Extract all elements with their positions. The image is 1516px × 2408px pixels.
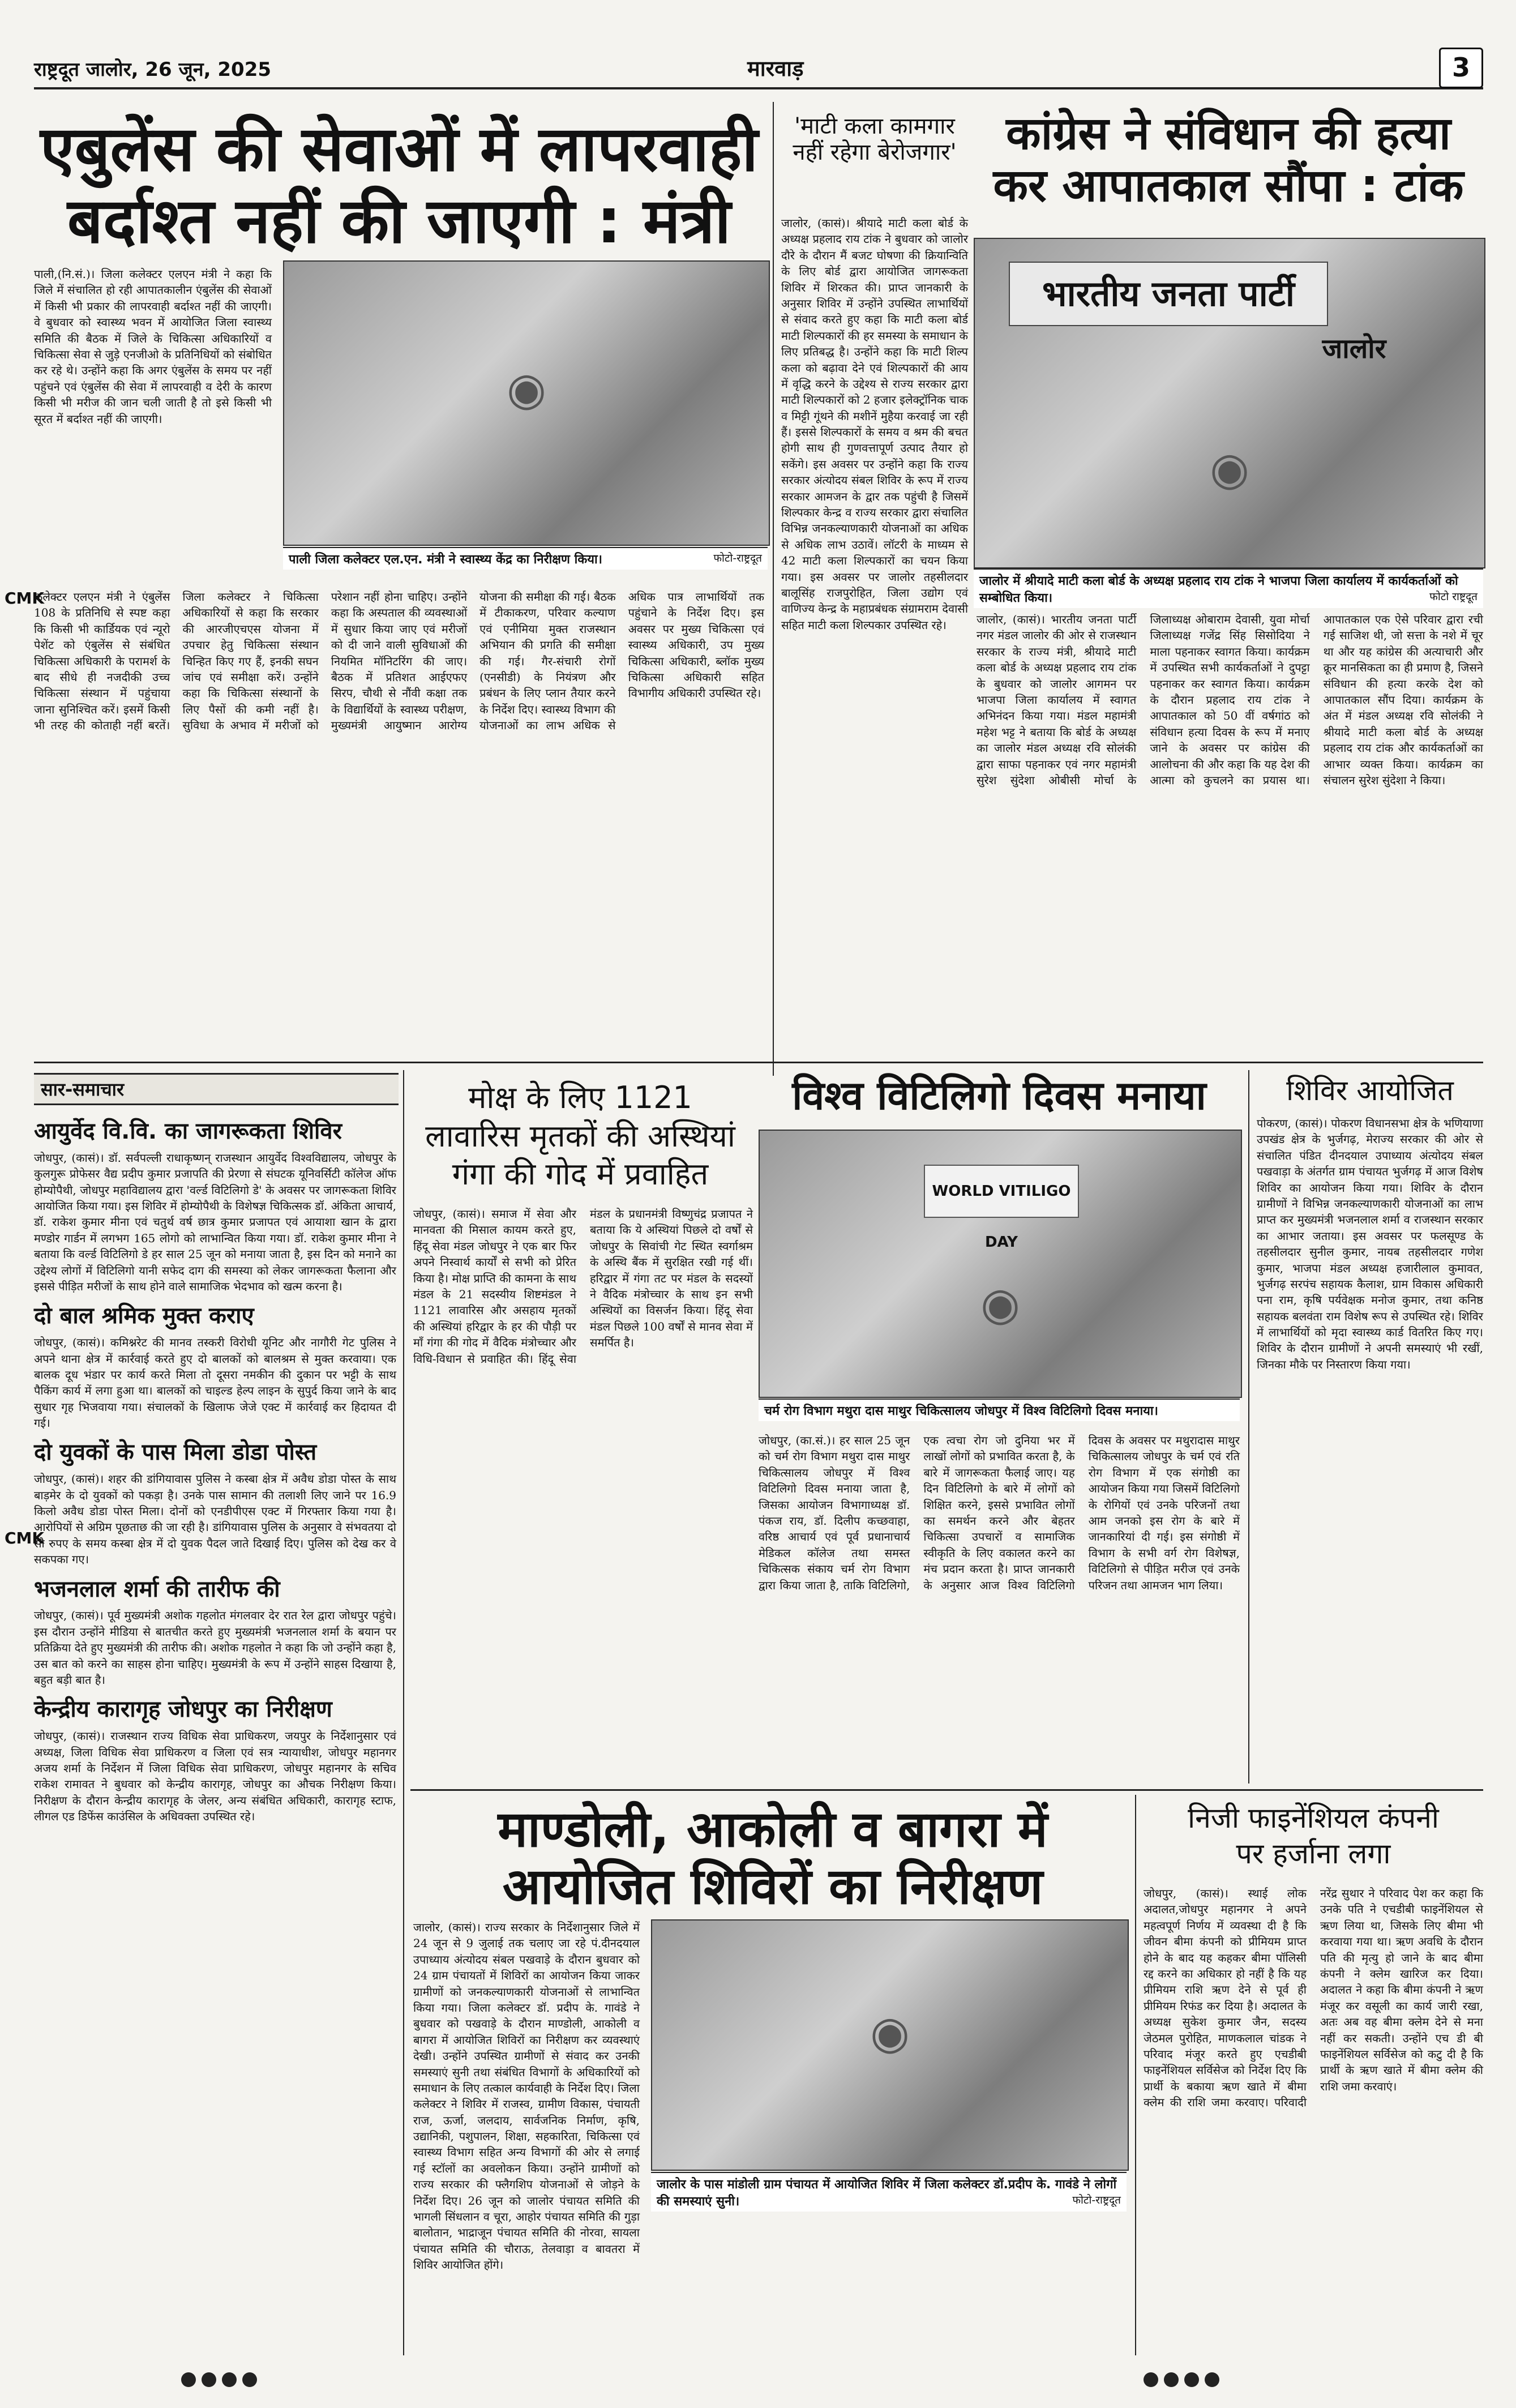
masthead-section: मारवाड़ bbox=[747, 56, 804, 81]
art7-credit: फोटो-राष्ट्रदूत bbox=[1072, 2194, 1121, 2206]
brief-body: जोधपुर, (कासं)। कमिश्नरेट की मानव तस्करी विरोधी यूनिट और नागौरी गेट पुलिस ने अपने थाना क्षेत्र में कार्रवाई करते हुए दो बालकों को बालश्रम से मुक्त करवाया। एक बालक दूध भंडार पर कार्य करते मिला तो दूसरा नमकीन की दुकान पर भट्टी के साथ पैकिंग कार्य में लगा हुआ था। बालकों को चाइल्ड हेल्प लाइन के सुपुर्द किया जाने के बाद सुधार गृह भिजवाया गया। संचालकों के खिलाफ जेजे एक्ट में कार्रवाई कर हिदायत दी गई। bbox=[34, 1336, 396, 1430]
brief-title: केन्द्रीय कारागृह जोधपुर का निरीक्षण bbox=[34, 1696, 332, 1723]
art1-lead: पाली,(नि.सं.)। जिला कलेक्टर एलएन मंत्री ने कहा कि जिले में संचालित हो रही आपातकालीन एंबुलेंस की सेवाओं में किसी भी प्रकार की लापरवाही बर्दाश्त नहीं की जाएगी। वे बुधवार को स्वास्थ्य भवन में आयोजित जिला स्वास्थ्य समिति की बैठक में जिले के चिकित्सा अधिकारियों व चिकित्सा सेवा से जुड़े एनजीओ के प्रतिनिधियों को संबोधित कर रहे थे। उन्होंने कहा कि अगर एंबुलेंस के समय पर नहीं पहुंचने एवं एंबुलेंस की सेवा में लापरवाही व देरी के कारण किसी भी मरीज की जान चली जाती है तो इसे किसी भी सूरत में बर्दाश्त नहीं की जाएगी। bbox=[34, 267, 272, 426]
art7-headline-line-1: माण्डोली, आकोली व बागरा में bbox=[498, 1800, 1048, 1858]
brief-title: भजनलाल शर्मा की तारीफ की bbox=[34, 1576, 280, 1602]
art2-body: जालोर, (कासं)। श्रीयादे माटी कला बोर्ड के अध्यक्ष प्रहलाद राय टांक ने बुधवार को जालोर दौरे के दौरान मैं बजट घोषणा की क्रियान्विति के लिए बोर्ड द्वारा आयोजित जागरूकता शिविर में शिरकत की। प्राप्त जानकारी के अनुसार शिविर में उन्होंने उपस्थित लाभार्थियों से संवाद करते हुए कहा कि माटी कला बोर्ड माटी शिल्पकारों की हर समस्या के समाधान के लिए प्रतिबद्ध है। उन्होंने कहा कि माटी शिल्प कला को बढ़ावा देने एवं शिल्पकारों की आय में वृद्धि करने के उद्देश्य से राज्य सरकार द्वारा माटी शिल्पकारों को 2 हजार इलेक्ट्रॉनिक चाक व मिट्टी गूंथने की मशीनें मुहैया करवाई जा रही हैं। इससे शिल्पकारों के समय व श्रम की बचत होगी साथ ही गुणवत्तापूर्ण उत्पाद तैयार हो सकेंगे। इस अवसर पर उन्होंने कहा कि राज्य सरकार अंत्योदय संबल शिविर के रूप में राज्य सरकार आमजन के द्वार तक पहुंची है जिसमें शिल्पकार केन्द्र व राज्य सरकार द्वारा संचालित विभिन्न जनकल्याणकारी योजनाओं का अधिक से अधिक लाभ उठावें। लॉटरी के माध्यम से 42 माटी कला शिल्पकारों का चयन किया गया। इस अवसर पर जालोर तहसीलदार बालूसिंह राजपुरोहित, जिला उद्योग एवं वाणिज्य केन्द्र के महाप्रबंधक संग्रामराम देवासी सहित माटी कला शिल्पकार उपस्थित रहे। bbox=[781, 216, 968, 632]
brief-body: जोधपुर, (कासं)। शहर की डांगियावास पुलिस ने कस्बा क्षेत्र में अवैध डोडा पोस्त के साथ बाड़मेर के दो युवकों को पकड़ा है। उनके पास सामान की तलाशी लिए जाने पर 16.9 किलो अवैध डोडा पोस्त मिला। दोनों को एनडीपीएस एक्ट में गिरफ्तार किया गया है। आरोपियों से अग्रिम पूछताछ की जा रही है। डांगियावास पुलिस के अनुसार वे संभवतया दो सौ रुपए के समय कस्बा क्षेत्र में दो युवक पैदल जाते दिखाई दिए। पुलिस को देख कर वे सकपका गए। bbox=[34, 1472, 396, 1567]
art5-caption: चर्म रोग विभाग मथुरा दास माथुर चिकित्सालय जोधपुर में विश्व विटिलिगो दिवस मनाया। bbox=[759, 1398, 1240, 1421]
brief-body: जोधपुर, (कासं)। पूर्व मुख्यमंत्री अशोक गहलोत मंगलवार देर रात रेल द्वारा जोधपुर पहुंचे। इस दौरान उन्होंने मीडिया से बातचीत करते हुए मुख्यमंत्री भजनलाल शर्मा के बयान पर प्रतिक्रिया देते हुए मुख्यमंत्री की तारीफ की। अशोक गहलोत ने कहा कि जो उन्होंने कहा है, उस बात को करने का साहस होना चाहिए। मुख्यमंत्री के रूप में उन्होंने साहस दिखाया है, बहुत बड़ी बात है। bbox=[34, 1609, 396, 1687]
registration-mark: CMK bbox=[5, 589, 45, 608]
art3-banner: भारतीय जनता पार्टी bbox=[1009, 262, 1328, 326]
sar-band: सार-समाचार bbox=[34, 1073, 399, 1105]
art5-body: जोधपुर, (का.सं.)। हर साल 25 जून को चर्म रोग विभाग मथुरा दास माथुर चिकित्सालय जोधपुर में विश्व विटिलिगो दिवस मनाया जाता है, जिसका आयोजन विभागाध्यक्ष डॉ. पंकज राय, डॉ. दिलीप कच्छवाहा, वरिष्ठ आचार्य एवं पूर्व प्रधानाचार्य मेडिकल कॉलेज तथा समस्त चिकित्सक संकाय चर्म रोग विभाग द्वारा किया जाता है, ताकि विटिलिगो, एक त्वचा रोग जो दुनिया भर में लाखों लोगों को प्रभावित करता है, के बारे में जागरूकता फैलाई जाए। यह दिन विटिलिगो के बारे में लोगों को शिक्षित करने, इससे प्रभावित लोगों का समर्थन करने और बेहतर चिकित्सा उपचारों व सामाजिक स्वीकृति के लिए वकालत करने का मंच प्रदान करता है। प्राप्त जानकारी के अनुसार आज विश्व विटिलिगो दिवस के अवसर पर मथुरादास माथुर चिकित्सालय जोधपुर के चर्म एवं रति रोग विभाग में एक संगोष्ठी का आयोजन किया गया जिसमें विटिलिगो के रोगियों एवं उनके परिजनों तथा आम जनको इस रोग के बारे में जानकारियां दी गई। इस संगोष्ठी में विभाग के सभी वर्ग रोग विशेषज्ञ, विटिलिगो से पीड़ित मरीज एवं उनके परिजन तथा आमजन भाग लिया। bbox=[759, 1434, 1240, 1592]
art3-banner-place: जालोर bbox=[1322, 333, 1386, 365]
art7-caption bbox=[651, 2172, 1127, 2212]
masthead bbox=[34, 51, 1483, 89]
art8-headline-line-2: पर हर्जाना लगा bbox=[1236, 1837, 1391, 1870]
horizontal-rule bbox=[410, 1789, 1483, 1791]
art4-headline-line-3: गंगा की गोद में प्रवाहित bbox=[452, 1156, 709, 1192]
art4-headline-line-1: मोक्ष के लिए 1121 bbox=[468, 1080, 692, 1115]
registration-mark: CMK bbox=[5, 1529, 45, 1547]
brief-body: जोधपुर, (कासं)। राजस्थान राज्य विधिक सेवा प्राधिकरण, जयपुर के निर्देशानुसार एवं अध्यक्ष, जिला विधिक सेवा प्राधिकरण व जिला एवं सत्र न्यायाधीश, जोधपुर महानगर अजय शर्मा के निर्देशन में जिला विधिक सेवा प्राधिकरण, जोधपुर महानगर के सचिव राकेश रामावत ने बुधवार को केन्द्रीय कारागृह, जोधपुर का औचक निरीक्षण किया। निरीक्षण के दौरान केन्द्रीय कारागृह के जेलर, अन्य संबंधित अधिकारी, कारागृह स्टाफ, लीगल एड डिफेंस काउंसिल के अधिवक्ता उपस्थित रहे। bbox=[34, 1729, 396, 1824]
art3-headline-line-1: कांग्रेस ने संविधान की हत्या bbox=[1006, 107, 1451, 160]
column-rule bbox=[403, 1070, 404, 2355]
sar-briefs bbox=[34, 1110, 396, 2355]
art8-body: जोधपुर, (कासं)। स्थाई लोक अदालत,जोधपुर महानगर ने अपने महत्वपूर्ण निर्णय में व्यवस्था दी है कि जीवन बीमा कंपनी को प्रीमियम प्राप्त होने के बाद यह कहकर बीमा पॉलिसी रद्द करने का अधिकार हो नहीं है कि यह प्रीमियम राशि ऋण देने से पूर्व ही प्रीमियम रिफंड कर दिया है। अदालत के अध्यक्ष सुकेश कुमार जैन, सदस्य जेठमल पुरोहित, माणकलाल चांडक ने परिवाद मंजूर करते हुए एचडीबी फाइनेंशियल सर्विसेज को निर्देश दिए कि प्रार्थी के बकाया ऋण खाते में बीमा क्लेम की राशि जमा करवाए। परिवादी नरेंद्र सुथार ने परिवाद पेश कर कहा कि उनके पति ने एचडीबी फाइनेंशियल से ऋण लिया था, जिसके लिए बीमा भी करवाया गया था। ऋण अवधि के दौरान पति की मृत्यु हो जाने के बाद बीमा कंपनी ने क्लेम खारिज कर दिया। अदालत ने कहा कि बीमा कंपनी ने ऋण मंजूर कर वसूली का कार्य जारी रखा, अतः अब वह बीमा क्लेम देने से मना नहीं कर सकती। उन्होंने एच डी बी फाइनेंशियल सर्विसेज को कटु दी है कि प्रार्थी के ऋण खाते में बीमा क्लेम की राशि जमा करवाएं। bbox=[1144, 1887, 1483, 2110]
art3-photo bbox=[974, 238, 1485, 568]
art3-caption-text: जालोर में श्रीयादे माटी कला बोर्ड के अध्यक्ष प्रहलाद राय टांक ने भाजपा जिला कार्यालय में कार्यकर्ताओं को सम्बोधित किया। bbox=[979, 574, 1458, 605]
brief-body: जोधपुर, (कासं)। डॉ. सर्वपल्ली राधाकृष्णन् राजस्थान आयुर्वेद विश्वविद्यालय, जोधपुर के कुलगुरू प्रोफेसर वैद्य प्रदीप कुमार प्रजापति की प्रेरणा से संघटक यूनिवर्सिटी कॉलेज ऑफ होम्योपैथी, जोधपुर महाविद्यालय द्वारा 'वर्ल्ड विटिलिगो डे' के अवसर पर जागरूकता शिविर आयोजित किया गया। इस शिविर में होम्योपैथी के विशेषज्ञ चिकित्सक डॉ. अंकिता आचार्य, डॉ. राकेश कुमार मीना एवं चतुर्थ वर्ष छात्र कुमार प्रजापत एवं आयाशा खान के द्वारा मण्डोर गार्डन में लगभग 165 लोगो को लाभान्वित किया गया। डॉ. राकेश कुमार मीना ने बताया कि वर्ल्ड विटिलिगो डे हर साल 25 जून को मनाया जाता है, इस दिन को मनाने का उद्देश्य लोगों में विटिलिगो यानी सफेद दाग की समस्या को लेकर जागरूकता फैलाना और इससे पीड़ित मरीजों के साथ होने वाले सामाजिक भेदभाव को खत्म करना है। bbox=[34, 1150, 396, 1293]
masthead-date: राष्ट्रदूत जालोर, 26 जून, 2025 bbox=[34, 58, 272, 81]
art8-headline-line-1: निजी फाइनेंशियल कंपनी bbox=[1188, 1802, 1439, 1834]
art1-caption bbox=[283, 547, 768, 570]
column-rule bbox=[1248, 1070, 1249, 1783]
camera-icon: ◉ bbox=[870, 2006, 910, 2059]
registration-dots bbox=[181, 2372, 351, 2395]
column-rule bbox=[773, 102, 774, 1076]
art3-caption bbox=[974, 568, 1483, 608]
art7-headline-line-2: आयोजित शिविरों का निरीक्षण bbox=[502, 1857, 1043, 1916]
column-rule bbox=[1135, 1795, 1136, 2355]
art6-body: पोकरण, (कासं)। पोकरण विधानसभा क्षेत्र के भणियाणा उपखंड क्षेत्र के भुर्जगढ़, मेराज्य सरकार की ओर से संचालित पंडित दीनदयाल उपाध्याय अंत्योदय संबल पखवाड़ा के अंतर्गत ग्राम पंचायत भुर्जगढ़ में आज विशेष शिविर का आयोजन किया गया। शिविर के दौरान ग्रामीणों ने विभिन्न जनकल्याणकारी योजनाओं का लाभ प्राप्त कर मुख्यमंत्री भजनलाल शर्मा व राजस्थान सरकार का आभार जताया। इस अवसर पर फलसूण्ड के तहसीलदार सुनील कुमार, नायब तहसीलदार गणेश कुमार, भाजपा मंडल अध्यक्ष हजारीलाल कुमावत, भुर्जगढ़ सरपंच सहायक कैलाश, ग्राम विकास अधिकारी पना राम, कृषि पर्यवेक्षक मनोज कुमार, तथा कनिष्ठ सहायक बलवंता राम विशेष रूप से उपस्थित रहे। शिविर में लाभार्थियों को मृदा स्वास्थ्य कार्ड वितरित किए गए। शिविर के दौरान ग्रामीणों ने अपनी समस्याएं भी रखीं, जिनका मौके पर निस्तारण किया गया। bbox=[1257, 1117, 1483, 1371]
art7-photo bbox=[651, 1919, 1129, 2171]
art6-headline: शिविर आयोजित bbox=[1286, 1074, 1454, 1107]
art1-body: कलेक्टर एलएन मंत्री ने एंबुलेंस 108 के प्रतिनिधि से स्पष्ट कहा कि किसी भी कार्डियक एवं न्यूरो पेशेंट को एंबुलेंस से संबंधित चिकित्सा अधिकारी के परामर्श के बाद सीधे ही नजदीकी उच्च चिकित्सा संस्थान में पहुंचाया जाना सुनिश्चित करें। इसमें किसी भी तरह की कोताही नहीं बरतें। जिला कलेक्टर ने चिकित्सा अधिकारियों से कहा कि सरकार की आरजीएचएस योजना में उपचार हेतु चिकित्सा संस्थान चिन्हित किए गए हैं, इनकी सघन जांच एवं समीक्षा करें। उन्होंने कहा कि चिकित्सा संस्थानों के लिए पैसों की कमी नहीं है। सुविधा के अभाव में मरीजों को परेशान नहीं होना चाहिए। उन्होंने कहा कि अस्पताल की व्यवस्थाओं में सुधार किया जाए एवं मरीजों को दी जाने वाली सुविधाओं की नियमित मॉनिटरिंग की जाए। बैठक में प्रतिशत आईएफए सिरप, चौथी से नौंवी कक्षा तक के विद्यार्थियों के स्वास्थ्य परीक्षण, मुख्यमंत्री आयुष्मान आरोग्य योजना की समीक्षा की गई। बैठक में टीकाकरण, परिवार कल्याण एवं एनीमिया मुक्त राजस्थान अभियान की प्रगति की समीक्षा की गई। गैर-संचारी रोगों (एनसीडी) के नियंत्रण और प्रबंधन के लिए प्लान तैयार करने के निर्देश दिए। स्वास्थ्य विभाग की योजनाओं का लाभ अधिक से अधिक पात्र लाभार्थियों तक पहुंचाने के निर्देश दिए। इस अवसर पर मुख्य चिकित्सा एवं स्वास्थ्य अधिकारी, उप मुख्य चिकित्सा अधिकारी, ब्लॉक मुख्य चिकित्सा अधिकारी सहित विभागीय अधिकारी उपस्थित रहे। bbox=[34, 590, 764, 733]
art7-headline bbox=[413, 1800, 1132, 1915]
art1-headline bbox=[34, 113, 764, 256]
art5-photo-banner: WORLD VITILIGO DAY bbox=[924, 1165, 1079, 1218]
registration-dots bbox=[1144, 2372, 1313, 2395]
art3-headline bbox=[974, 108, 1483, 212]
art1-caption-text: पाली जिला कलेक्टर एल.एन. मंत्री ने स्वास्थ्य केंद्र का निरीक्षण किया। bbox=[289, 553, 603, 567]
horizontal-rule bbox=[34, 1062, 1483, 1063]
art3-body: जालोर, (कासं)। भारतीय जनता पार्टी नगर मंडल जालोर की ओर से राजस्थान सरकार के राज्य मंत्री, श्रीयादे माटी कला बोर्ड के अध्यक्ष प्रहलाद राय टांक के बुधवार को जालोर आगमन पर भाजपा जिला कार्यालय में स्वागत अभिनंदन किया गया। मंडल महामंत्री महेश भट्ट ने बताया कि बोर्ड के अध्यक्ष का जालोर मंडल अध्यक्ष रवि सोलंकी द्वारा साफा पहनाकर एवं नगर महामंत्री सुरेश सुंदेशा ओबीसी मोर्चा के जिलाध्यक्ष ओबाराम देवासी, युवा मोर्चा जिलाध्यक्ष गजेंद्र सिंह सिसोदिया ने माला पहनाकर स्वागत किया। कार्यक्रम में उपस्थित सभी कार्यकर्ताओं ने दुपट्टा पहनाकर कर स्वागत किया। कार्यक्रम के दौरान प्रहलाद राय टांक ने आपातकाल को 50 वीं वर्षगांठ को संविधान हत्या दिवस के रूप में मनाए जाने के अवसर पर कांग्रेस की आलोचना की और कहा कि यह देश की आत्मा को कुचलने का प्रयास था। आपातकाल एक ऐसे परिवार द्वारा रची गई साजिश थी, जो सत्ता के नशे में चूर था और यह कांग्रेस की अत्याचारी और क्रूर मानसिकता का ही प्रमाण है, जिसने संविधान की हत्या करके देश को आपातकाल सौंप दिया। कार्यक्रम के अंत में मंडल अध्यक्ष रवि सोलंकी ने श्रीयादे माटी कला बोर्ड के अध्यक्ष प्रहलाद राय टांक और कार्यकर्ताओं का आभार व्यक्त किया। कार्यक्रम का संचालन सुरेश सुंदेशा ने किया। bbox=[977, 613, 1483, 787]
art7-caption-text: जालोर के पास मांडोली ग्राम पंचायत में आयोजित शिविर में जिला कलेक्टर डॉ.प्रदीप के. गावंडे ने लोगों की समस्याएं सुनी। bbox=[657, 2178, 1117, 2209]
brief-title: आयुर्वेद वि.वि. का जागरूकता शिविर bbox=[34, 1118, 342, 1144]
art3-headline-line-2: कर आपातकाल सौंपा : टांक bbox=[993, 159, 1464, 212]
art1-photo bbox=[283, 260, 770, 546]
page-number: 3 bbox=[1439, 48, 1483, 88]
camera-icon: ◉ bbox=[980, 1277, 1020, 1330]
art4-headline bbox=[413, 1079, 747, 1194]
art4-headline-line-2: लावारिस मृतकों की अस्थियां bbox=[425, 1118, 735, 1154]
camera-icon: ◉ bbox=[1210, 442, 1249, 495]
art1-headline-line-1: एबुलेंस की सेवाओं में लापरवाही bbox=[40, 113, 759, 185]
brief-title: दो युवकों के पास मिला डोडा पोस्त bbox=[34, 1439, 317, 1466]
art4-body: जोधपुर, (कासं)। समाज में सेवा और मानवता की मिसाल कायम करते हुए, हिंदू सेवा मंडल जोधपुर ने एक बार फिर अपने निस्वार्थ कार्यों से सभी को प्रेरित किया है। मोक्ष प्राप्ति की कामना के साथ मंडल के 21 सदस्यीय शिष्टमंडल ने 1121 लावारिस और असहाय मृतकों की अस्थियां हरिद्वार के हर की पौड़ी पर माँ गंगा की गोद में वैदिक मंत्रोच्चार और विधि-विधान से प्रवाहित की। हिंदू सेवा मंडल के प्रधानमंत्री विष्णुचंद्र प्रजापत ने बताया कि ये अस्थियां पिछले दो वर्षों से जोधपुर के सिवांची गेट स्थित स्वर्गाश्रम के अस्थि बैंक में सुरक्षित रखी गई थीं। हरिद्वार में गंगा तट पर मंडल के सदस्यों ने वैदिक मंत्रोच्चार के साथ इन सभी अस्थियों का विसर्जन किया। हिंदू सेवा मंडल पिछले 100 वर्षों से मानव सेवा में समर्पित है। bbox=[413, 1207, 753, 1366]
camera-icon: ◉ bbox=[507, 362, 546, 416]
art5-headline: विश्व विटिलिगो दिवस मनाया bbox=[792, 1072, 1206, 1119]
art3-credit: फोटो राष्ट्रदूत bbox=[1429, 591, 1478, 603]
art1-credit: फोटो-राष्ट्रदूत bbox=[713, 552, 762, 564]
art1-photo-block bbox=[283, 260, 770, 578]
art8-headline bbox=[1144, 1800, 1483, 1871]
art2-headline: 'माटी कला कामगार नहीं रहेगा बेरोजगार' bbox=[793, 113, 957, 165]
art5-photo bbox=[759, 1130, 1242, 1398]
art1-headline-line-2: बर्दाश्त नहीं की जाएगी : मंत्री bbox=[67, 184, 731, 257]
art7-body: जालोर, (कासं)। राज्य सरकार के निर्देशानुसार जिले में 24 जून से 9 जुलाई तक चलाए जा रहे पं.दीनदयाल उपाध्याय अंत्योदय संबल पखवाड़े के दौरान बुधवार को 24 ग्राम पंचायतों में शिविरों का आयोजन किया जाकर ग्रामीणों को जनकल्याणकारी योजनाओं से लाभान्वित किया गया। जिला कलेक्टर डॉ. प्रदीप के. गावंडे ने बुधवार को पखवाड़े के दौरान माण्डोली, आकोली व बागरा में आयोजित शिविरों का निरीक्षण कर व्यवस्थाएं देखी। उन्होंने उपस्थित ग्रामीणों से संवाद कर उनकी समस्याएं सुनी तथा संबंधित विभागों के अधिकारियों को समाधान के लिए तत्काल कार्यवाही के निर्देश दिए। जिला कलेक्टर ने शिविर में राजस्व, ग्रामीण विकास, पंचायती राज, ऊर्जा, जलदाय, सार्वजनिक निर्माण, कृषि, उद्यानिकी, पशुपालन, शिक्षा, सहकारिता, चिकित्सा एवं स्वास्थ्य विभाग सहित अन्य विभागों की ओर से लगाई गई स्टॉलों का अवलोकन किया। उन्होंने ग्रामीणों को राज्य सरकार की फ्लैगशिप योजनाओं से जोड़ने के निर्देश दिए। 26 जून को जालोर पंचायत समिति की भागली सिंधलान व चूरा, आहोर पंचायत समिति की गुड़ा बालोतान, भाद्राजून पंचायत समिति की नोरवा, सायला पंचायत समिति की चौराऊ, तेलवाड़ा व बावतरा में शिविर आयोजित होंगे। bbox=[413, 1921, 640, 2272]
brief-title: दो बाल श्रमिक मुक्त कराए bbox=[34, 1303, 254, 1329]
